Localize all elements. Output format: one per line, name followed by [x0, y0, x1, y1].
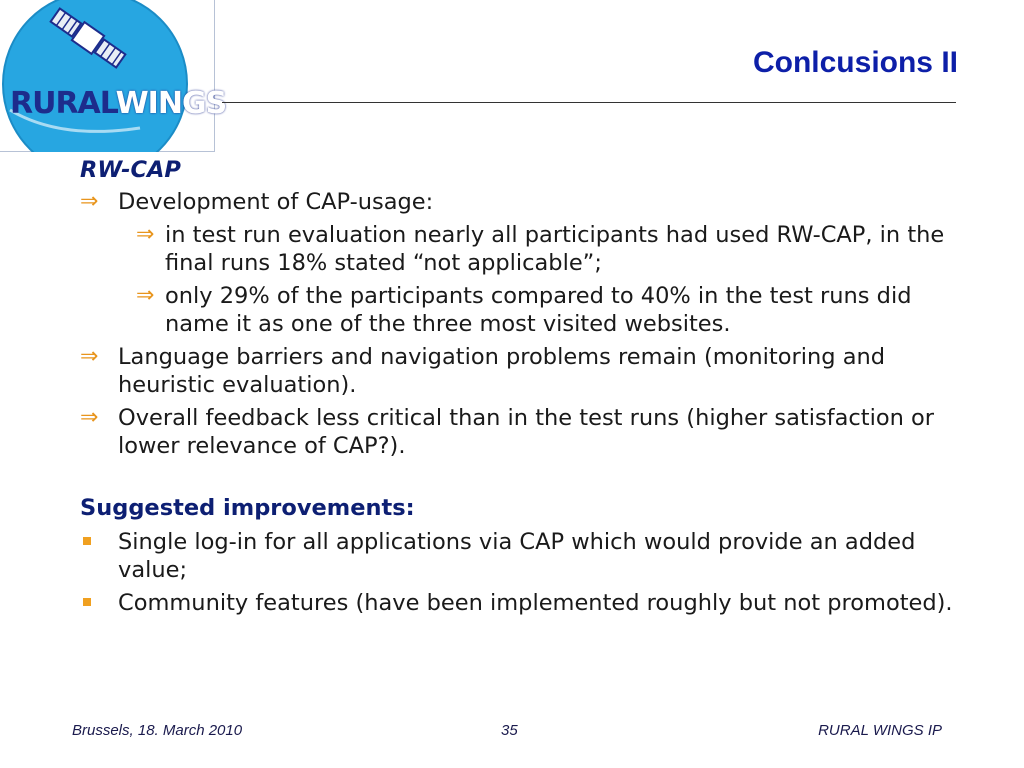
sub-bullet-text: in test run evaluation nearly all participants had used RW-CAP, in the final runs 18% stated “not applicable”; [165, 222, 945, 276]
title-divider [222, 102, 956, 103]
implies-arrow-icon: ⇒ [136, 283, 155, 308]
logo-wordmark [10, 86, 226, 121]
footer-project: RURAL WINGS IP [818, 722, 942, 739]
bullet-item [80, 404, 960, 460]
footer-date: Brussels, 18. March 2010 [72, 722, 243, 739]
section-heading-rwcap: RW-CAP [80, 157, 181, 183]
implies-arrow-icon: ⇒ [80, 405, 99, 430]
bullet-item [80, 528, 960, 584]
slide-title: Conlcusions II [752, 46, 958, 79]
bullet-text: Language barriers and navigation problems remain (monitoring and heuristic evaluation). [118, 344, 886, 398]
bullet-item [80, 343, 960, 399]
bullet-item [80, 589, 960, 617]
logo-text-rural: RURAL [10, 86, 116, 121]
implies-arrow-icon: ⇒ [136, 222, 155, 247]
logo-text-wings: WINGS [115, 86, 227, 121]
bullet-text: Development of CAP-usage: [118, 189, 434, 215]
implies-arrow-icon: ⇒ [80, 189, 99, 214]
slide-body [80, 156, 960, 622]
bullet-text: Single log-in for all applications via CAP which would provide an added value; [118, 529, 916, 583]
page-number: 35 [501, 722, 518, 739]
sub-bullet-text: only 29% of the participants compared to 40% in the test runs did name it as one of the three most visited websites. [165, 283, 912, 337]
square-bullet-icon [83, 598, 91, 606]
satellite-logo-graphic [0, 0, 215, 152]
square-bullet-icon [83, 537, 91, 545]
sub-bullet-item [80, 282, 960, 338]
ruralwings-logo [0, 0, 227, 152]
bullet-item [80, 188, 960, 216]
bullet-text: Overall feedback less critical than in the test runs (higher satisfaction or lower relevance of CAP?). [118, 405, 935, 459]
bullet-text: Community features (have been implemented roughly but not promoted). [118, 590, 953, 616]
section-heading-improvements: Suggested improvements: [80, 495, 415, 521]
sub-bullet-item [80, 221, 960, 277]
implies-arrow-icon: ⇒ [80, 344, 99, 369]
